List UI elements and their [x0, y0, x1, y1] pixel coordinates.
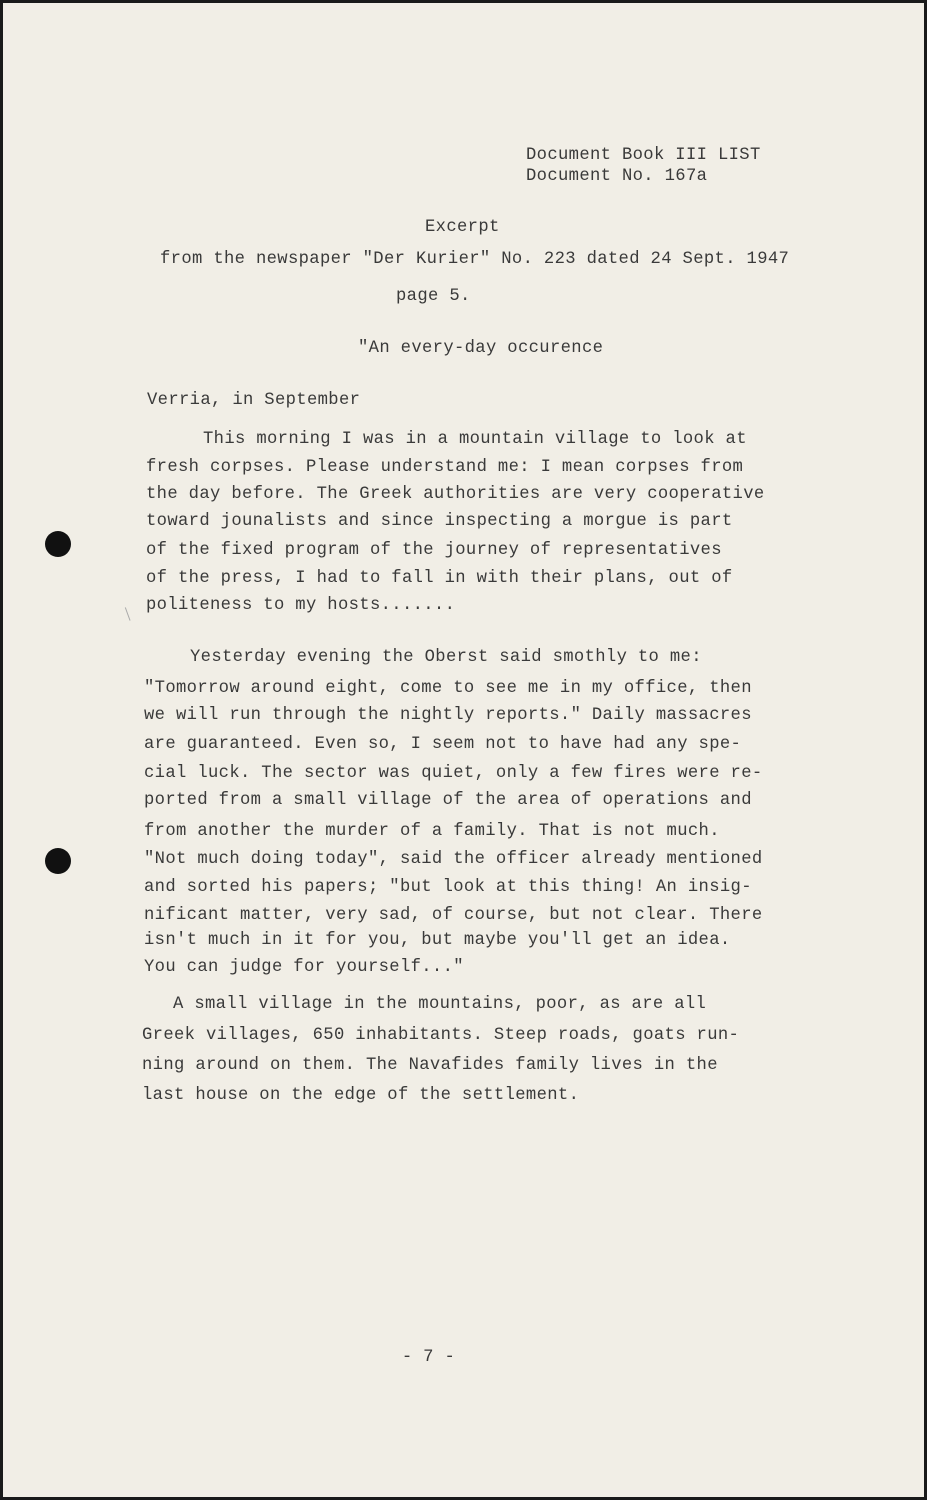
paragraph-2-line-2: "Tomorrow around eight, come to see me in my office, then	[144, 679, 752, 698]
paragraph-2-line-7: from another the murder of a family. That is not much.	[144, 822, 720, 841]
paragraph-2-line-1: Yesterday evening the Oberst said smothly to me:	[190, 648, 702, 667]
article-headline: "An every-day occurence	[358, 339, 604, 358]
paragraph-2-line-5: cial luck. The sector was quiet, only a few fires were re-	[144, 764, 763, 783]
page-number: - 7 -	[401, 1348, 456, 1367]
paragraph-1-line-2: fresh corpses. Please understand me: I mean corpses from	[146, 458, 744, 477]
paragraph-3-line-3: ning around on them. The Navafides family lives in the	[142, 1056, 718, 1075]
paragraph-2-line-3: we will run through the nightly reports." Daily massacres	[144, 706, 752, 725]
paragraph-1-line-4: toward jounalists and since inspecting a morgue is part	[146, 512, 733, 531]
paragraph-2-line-11: isn't much in it for you, but maybe you'll get an idea.	[144, 931, 731, 950]
paragraph-2-line-6: ported from a small village of the area of operations and	[144, 791, 752, 810]
paragraph-2-line-4: are guaranteed. Even so, I seem not to have had any spe-	[144, 735, 742, 754]
paragraph-1-line-6: of the press, I had to fall in with their plans, out of	[146, 569, 733, 588]
paragraph-2-line-8: "Not much doing today", said the officer already mentioned	[144, 850, 763, 869]
punch-hole	[45, 531, 71, 557]
source-line: from the newspaper "Der Kurier" No. 223 dated 24 Sept. 1947	[160, 250, 790, 269]
paragraph-1-line-5: of the fixed program of the journey of representatives	[146, 541, 722, 560]
paragraph-1-line-1: This morning I was in a mountain village to look at	[203, 430, 747, 449]
margin-mark	[125, 605, 136, 621]
paragraph-1-line-7: politeness to my hosts.......	[146, 596, 456, 615]
paragraph-3-line-4: last house on the edge of the settlement.	[142, 1086, 580, 1105]
excerpt-heading: Excerpt	[425, 218, 500, 237]
paragraph-3-line-1: A small village in the mountains, poor, as are all	[173, 995, 707, 1014]
document-book-ref: Document Book III LIST	[526, 146, 761, 165]
paragraph-3-line-2: Greek villages, 650 inhabitants. Steep roads, goats run-	[142, 1026, 740, 1045]
punch-hole	[45, 848, 71, 874]
paragraph-2-line-9: and sorted his papers; "but look at this thing! An insig-	[144, 878, 752, 897]
page-reference: page 5.	[396, 287, 471, 306]
dateline: Verria, in September	[147, 391, 361, 410]
paragraph-2-line-10: nificant matter, very sad, of course, but not clear. There	[144, 906, 763, 925]
paragraph-1-line-3: the day before. The Greek authorities are very cooperative	[146, 485, 765, 504]
paragraph-2-line-12: You can judge for yourself..."	[144, 958, 464, 977]
document-number: Document No. 167a	[526, 167, 708, 186]
document-page	[3, 3, 924, 1497]
